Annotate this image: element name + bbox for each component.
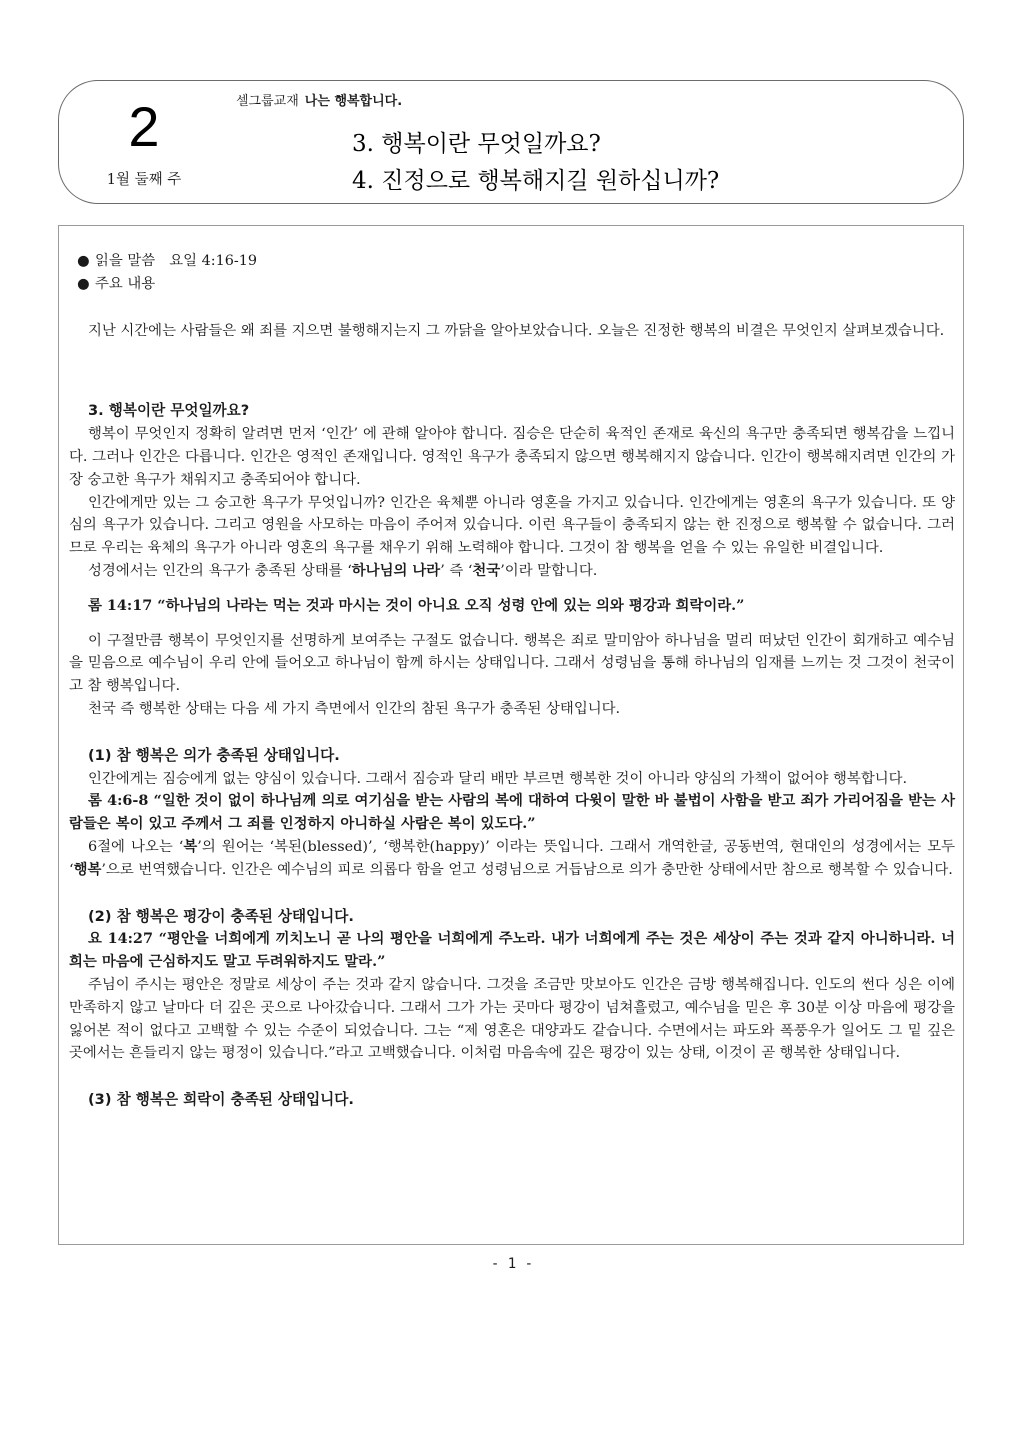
happiness-term: 행복 <box>73 860 102 878</box>
section3-heading: 3. 행복이란 무엇일까요? <box>88 402 250 420</box>
point2-verse: 요 14:27 “평안을 너희에게 끼치노니 곧 나의 평안을 너희에게 주노라. 내가 너희에게 주는 것은 세상이 주는 것과 같지 아니하니라. 너희는 마음에 근심하지도 말고 두려워하지도 말라.” <box>69 930 955 971</box>
heaven-term: 천국 <box>472 561 501 579</box>
lesson-title-1: 3. 행복이란 무엇일까요? <box>352 131 601 157</box>
text-run: ’이라 말합니다. <box>500 562 598 579</box>
lesson-title-2: 4. 진정으로 행복해지길 원하십니까? <box>352 168 720 194</box>
section3-paragraph-3 <box>69 560 955 583</box>
section3-paragraph-1: 행복이 무엇인지 정확히 알려면 먼저 ‘인간’ 에 관해 알아야 합니다. 짐승은 단순히 육적인 존재로 육신의 욕구만 충족되면 행복감을 느낍니다. 그러나 인간은 다릅니다. 인간은 영적인 존재입니다. 영적인 욕구가 충족되지 않으면 행복해지지 않습니다. 인간이 행복해지려면 인간의 가장 숭고한 욕구가 채워지고 충족되어야 합니다. <box>69 426 955 488</box>
series-line <box>236 93 402 111</box>
section3-verse: 롬 14:17 “하나님의 나라는 먹는 것과 마시는 것이 아니요 오직 성령 안에 있는 의와 평강과 희락이라.” <box>88 596 745 614</box>
series-label: 셀그룹교재 <box>236 94 299 109</box>
spacer <box>69 1065 955 1089</box>
blessing-term: 복 <box>183 837 198 855</box>
point2-paragraph-1: 주님이 주시는 평안은 정말로 세상이 주는 것과 같지 않습니다. 그것을 조금만 맛보아도 인간은 금방 행복해집니다. 인도의 썬다 싱은 이에 만족하지 않고 날마다 더 깊은 곳으로 나아갔습니다. 그래서 그가 가는 곳마다 평강이 넘쳐흘렀고, 예수님을 믿은 후 30분 이상 마음에 평강을 잃어본 적이 없다고 고백할 수 있는 수준이 되었습니다. 그는 “제 영혼은 대양과도 같습니다. 수면에서는 파도와 폭풍우가 일어도 그 밑 깊은 곳에서는 흔들리지 않는 평정이 있습니다.”라고 고백했습니다. 이처럼 마음속에 깊은 평강이 있는 상태, 이것이 곧 행복한 상태입니다. <box>69 976 955 1062</box>
spacer <box>69 721 955 745</box>
text-run: 6절에 나오는 ‘ <box>88 838 184 855</box>
reading-bullet <box>69 250 955 273</box>
text-run: ’으로 번역했습니다. 인간은 예수님의 피로 의롭다 함을 얻고 성령님으로 거듭남으로 의가 충만한 상태에서만 참으로 행복할 수 있습니다. <box>101 861 953 878</box>
text-run: 성경에서는 인간의 욕구가 충족된 상태를 ‘ <box>88 562 352 579</box>
spacer <box>69 296 955 320</box>
section3-paragraph-4: 이 구절만큼 행복이 무엇인지를 선명하게 보여주는 구절도 없습니다. 행복은 죄로 말미암아 하나님을 멀리 떠났던 인간이 회개하고 예수님을 믿음으로 예수님이 우리 안에 들어오고 하나님이 함께 하시는 상태입니다. 그래서 성령님을 통해 하나님의 임재를 느끼는 것 그것이 천국이고 참 행복입니다. <box>69 632 955 695</box>
summary-label: 주요 내용 <box>95 275 156 292</box>
text-run: ’ 즉 ‘ <box>440 562 473 579</box>
section3-paragraph-5: 천국 즉 행복한 상태는 다음 세 가지 측면에서 인간의 참된 욕구가 충족된 상태입니다. <box>88 700 621 717</box>
intro-paragraph: 지난 시간에는 사람들은 왜 죄를 지으면 불행해지는지 그 까닭을 알아보았습니다. 오늘은 진정한 행복의 비결은 무엇인지 살펴보겠습니다. <box>88 322 945 339</box>
spacer <box>69 618 955 630</box>
kingdom-of-god-term: 하나님의 나라 <box>351 561 441 579</box>
point1-heading: (1) 참 행복은 의가 충족된 상태입니다. <box>88 746 340 764</box>
section3-paragraph-2: 인간에게만 있는 그 숭고한 욕구가 무엇입니까? 인간은 육체뿐 아니라 영혼을 가지고 있습니다. 인간에게는 영혼의 욕구가 있습니다. 또 양심의 욕구가 있습니다. 그리고 영원을 사모하는 마음이 주어져 있습니다. 이런 욕구들이 충족되지 않는 한 진정으로 행복할 수 없습니다. 그러므로 우리는 육체의 욕구가 아니라 영혼의 욕구를 채우기 위해 노력해야 합니다. 그것이 참 행복을 얻을 수 있는 유일한 비결입니다. <box>69 494 955 557</box>
point1-paragraph-1: 인간에게는 짐승에게 없는 양심이 있습니다. 그래서 짐승과 달리 배만 부르면 행복한 것이 아니라 양심의 가책이 없어야 행복합니다. <box>88 770 908 787</box>
bullet-icon: ● <box>77 275 90 292</box>
point2-heading: (2) 참 행복은 평강이 충족된 상태입니다. <box>88 907 354 925</box>
series-title: 나는 행복합니다. <box>304 94 403 109</box>
bullet-icon: ● <box>77 253 90 269</box>
spacer <box>69 342 955 400</box>
spacer <box>69 882 955 906</box>
reading-ref: 요일 4:16-19 <box>169 253 258 269</box>
page-number: - 1 - <box>490 1256 534 1272</box>
spacer <box>69 583 955 595</box>
week-label: 1월 둘째 주 <box>106 172 182 188</box>
text-run: ’의 원어는 ‘복된(blessed)’, ‘행복한(happy)’ 이라는 뜻입니다. 그래서 개역한글, 공동번역, 현대인의 성경에서는 모두 ‘ <box>69 838 955 878</box>
point1-verse: 롬 4:6-8 “일한 것이 없이 하나님께 의로 여기심을 받는 사람의 복에 대하여 다윗이 말한 바 불법이 사함을 받고 죄가 가리어짐을 받는 사람들은 복이 있고 주께서 그 죄를 인정하지 아니하실 사람은 복이 있도다.” <box>69 792 955 833</box>
point3-heading: (3) 참 행복은 희락이 충족된 상태입니다. <box>88 1091 354 1109</box>
summary-bullet <box>69 273 955 296</box>
point1-paragraph-2 <box>69 836 955 882</box>
lesson-content <box>69 250 955 1112</box>
reading-label: 읽을 말씀 <box>95 253 156 269</box>
week-number: 2 <box>128 95 160 158</box>
